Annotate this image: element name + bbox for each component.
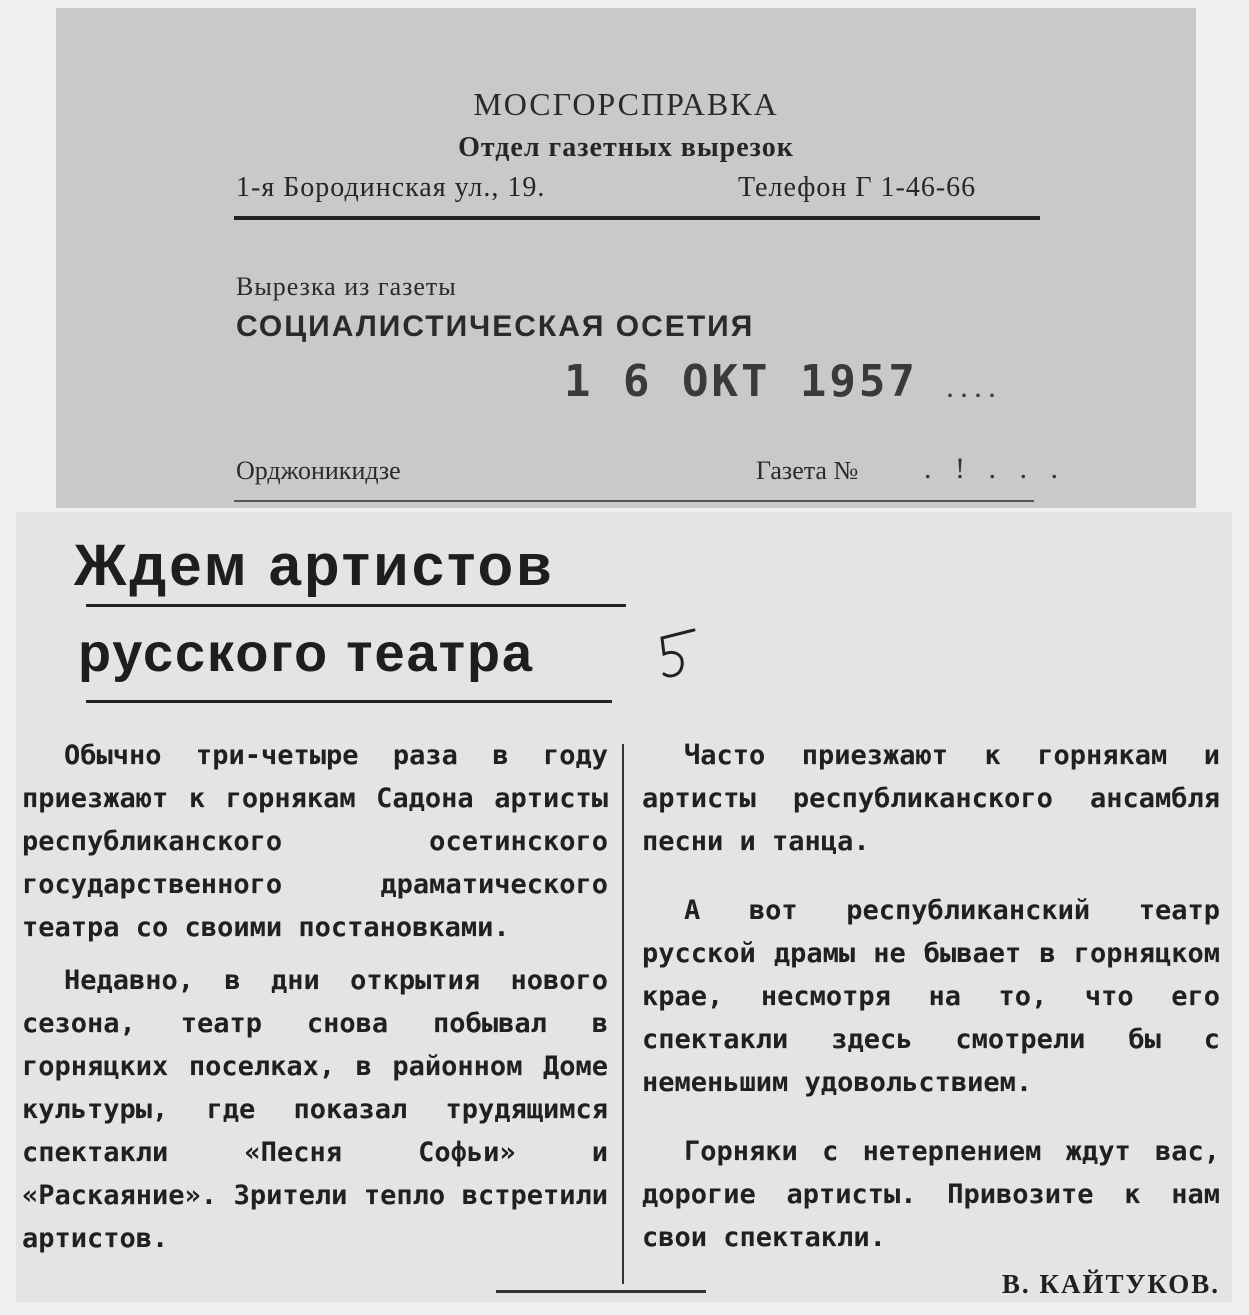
paragraph: Горняки с нетерпением ждут вас, дорогие артисты. Привозите к нам свои спектакли. [642,1136,1220,1253]
agency-phone: Телефон Г 1-46-66 [738,172,977,203]
article-right-column [642,734,1220,1306]
column-divider [622,744,624,1284]
issue-number: . ! . . . [924,452,1066,485]
newspaper-clipping [16,512,1232,1302]
issue-label: Газета № [756,456,859,485]
paragraph: Недавно, в дни открытия нового сезона, театр снова побывал в горняцких поселках, в районном Доме культуры, где показал трудящимся спектакли «Песня Софьи» и «Раскаяние». Зрители тепло встретили артистов. [22,965,608,1254]
author-signature: В. КАЙТУКОВ. [1001,1269,1220,1299]
article-end-rule [496,1290,706,1293]
headline-underline-1 [86,604,626,607]
department-name: Отдел газетных вырезок [458,132,794,163]
paragraph: А вот республиканский театр русской драмы не бывает в горняцком крае, несмотря на то, что его спектакли здесь смотрели бы с неменьшим удовольствием. [642,895,1220,1098]
agency-address: 1-я Бородинская ул., 19. [236,172,546,203]
paragraph: Часто приезжают к горнякам и артисты республиканского ансамбля песни и танца. [642,740,1220,857]
headline-underline-2 [86,700,612,703]
city-name: Орджоникидзе [236,456,401,485]
date-dotted-line: .... [946,368,1002,404]
agency-name: МОСГОРСПРАВКА [473,86,779,122]
footer-divider [234,500,1034,502]
article-left-column [22,734,608,1260]
handwritten-page-mark-icon [650,624,710,684]
date-stamp: 1 6 ОКТ 1957 [564,356,918,407]
newspaper-name: СОЦИАЛИСТИЧЕСКАЯ ОСЕТИЯ [236,310,755,343]
headline-line-2: русского театра [78,623,535,683]
paragraph: Обычно три-четыре раза в году приезжают к горнякам Садона артисты республиканского осетинского государственного драматического театра со своими постановками. [22,740,608,943]
clipping-service-slip [56,8,1196,508]
clip-source-label: Вырезка из газеты [236,272,457,301]
header-divider [234,216,1040,220]
headline-line-1: Ждем артистов [74,533,555,598]
